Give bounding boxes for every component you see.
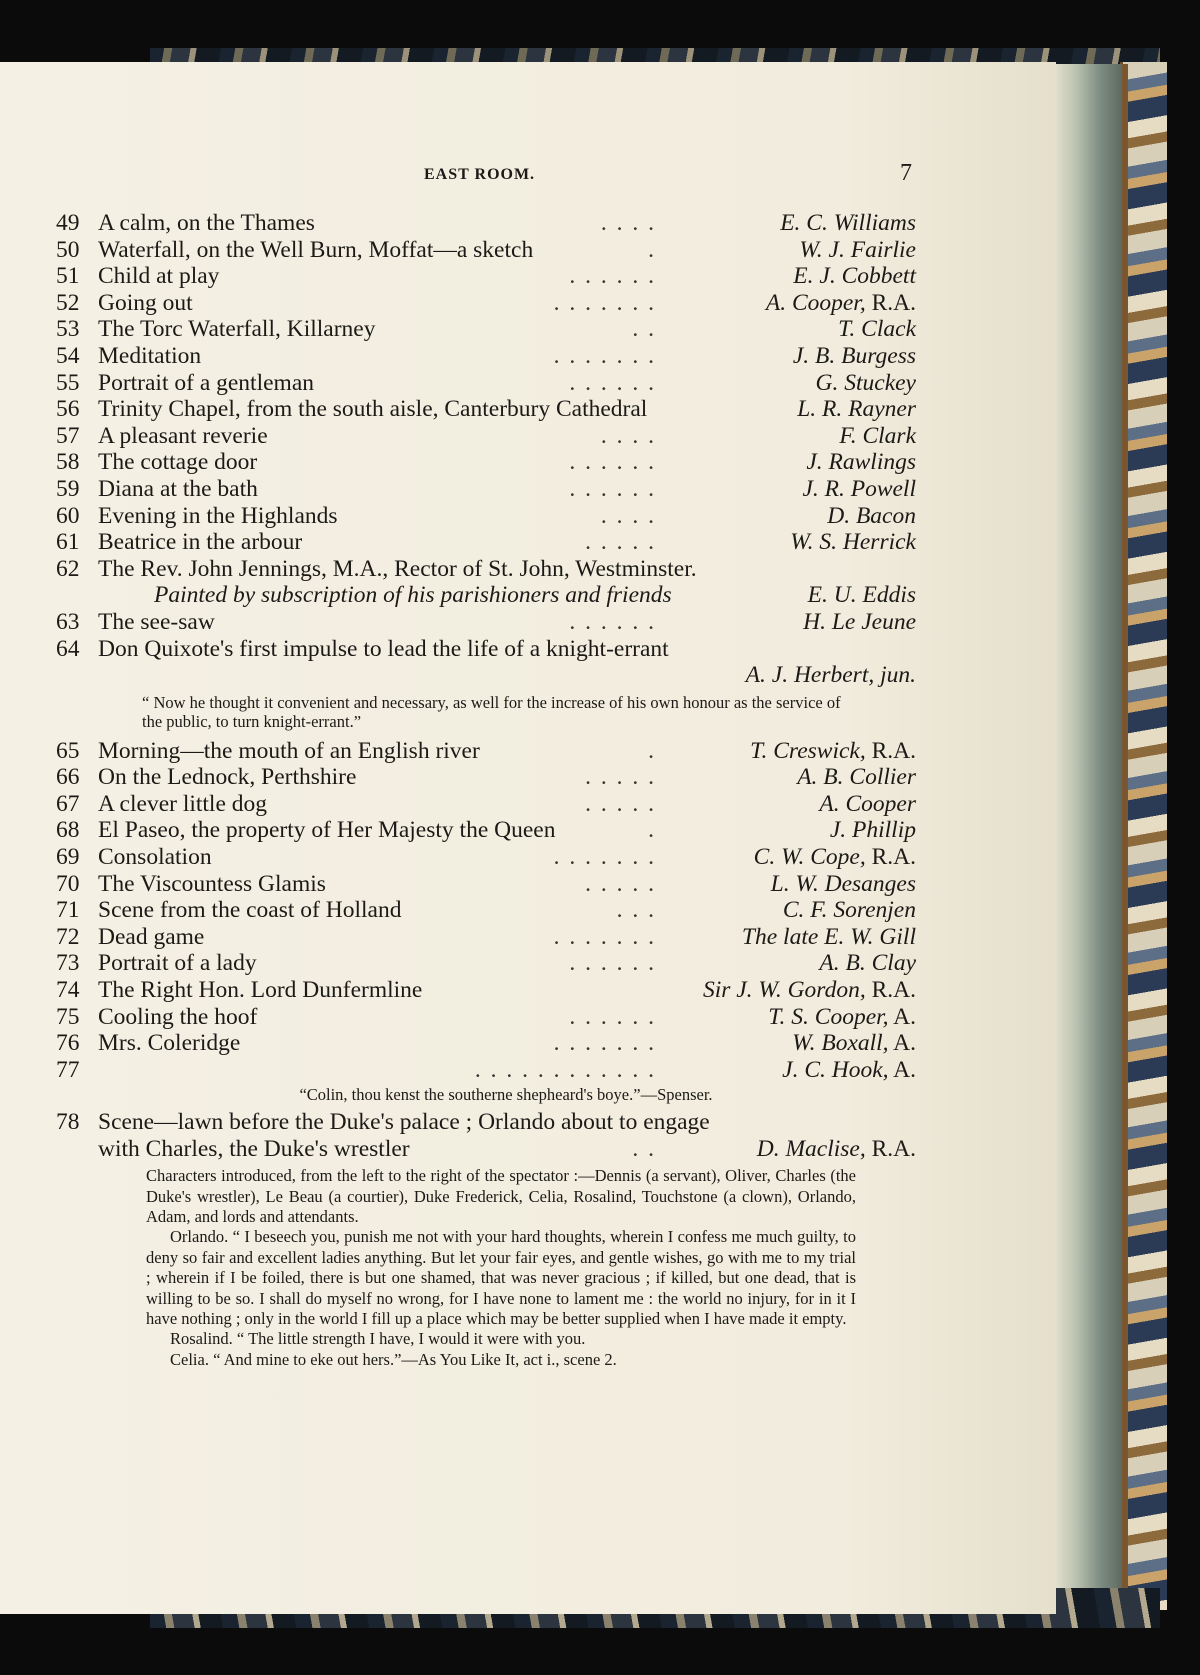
entries-list-2 <box>56 738 916 1084</box>
entry-title: The cottage door <box>98 449 258 476</box>
artist-suffix: R.A. <box>865 844 916 871</box>
entry-number: 75 <box>56 1003 80 1030</box>
entry-title: The Right Hon. Lord Dunfermline <box>98 977 423 1004</box>
catalogue-entry <box>56 1109 916 1136</box>
catalogue-entry <box>56 582 916 609</box>
entry-title: with Charles, the Duke's wrestler <box>98 1135 410 1162</box>
leader-dots: . . . <box>616 897 656 924</box>
entry-number: 55 <box>56 369 80 396</box>
entry-number: 52 <box>56 289 80 316</box>
entry-title: Trinity Chapel, from the south aisle, Canterbury Cathedral <box>98 396 648 423</box>
entry-title: Meditation <box>98 342 202 369</box>
entry-number: 63 <box>56 608 80 635</box>
catalogue-entry <box>56 977 916 1004</box>
entry-artist: E. J. Cobbett <box>793 263 916 290</box>
room-title: EAST ROOM. <box>424 166 536 183</box>
catalogue-entry <box>56 609 916 636</box>
catalogue-entry <box>56 423 916 450</box>
entry-artist: J. Phillip <box>829 817 916 844</box>
entry-artist: H. Le Jeune <box>803 608 916 635</box>
leader-dots: . . . . . . . <box>553 844 656 871</box>
description-78 <box>56 1166 916 1370</box>
artist-suffix: R.A. <box>865 1135 916 1162</box>
leader-dots: . . . . . . . <box>553 1030 656 1057</box>
catalogue-entry <box>56 1136 916 1163</box>
catalogue-page <box>0 62 1056 1614</box>
leader-dots: . . . . . <box>585 790 656 817</box>
entry-number: 72 <box>56 923 80 950</box>
catalogue-entry <box>56 396 916 423</box>
artist-suffix: R.A. <box>865 289 916 316</box>
page-edges <box>1052 64 1128 1604</box>
entry-title: The Rev. John Jennings, M.A., Rector of St. John, Westminster. <box>98 555 697 582</box>
catalogue-entries <box>56 210 916 1370</box>
catalogue-entry <box>56 871 916 898</box>
catalogue-entry <box>56 897 916 924</box>
quote-64: “ Now he thought it convenient and necessary, as well for the increase of his own honour as the service of the public, to turn knight-errant.” <box>142 692 841 732</box>
leader-dots: . . . . . . <box>569 475 656 502</box>
entry-number: 76 <box>56 1030 80 1057</box>
entry-title: Mrs. Coleridge <box>98 1030 241 1057</box>
catalogue-entry <box>56 343 916 370</box>
entries-list-1 <box>56 210 916 689</box>
entry-title: Evening in the Highlands <box>98 502 338 529</box>
leader-dots: . <box>648 236 656 263</box>
entry-artist: E. U. Eddis <box>807 582 916 609</box>
entry-artist: A. J. Herbert, jun. <box>745 662 916 689</box>
entry-number: 51 <box>56 263 80 290</box>
entry-title: A clever little dog <box>98 790 268 817</box>
catalogue-entry <box>56 210 916 237</box>
leader-dots: . . . . <box>600 422 656 449</box>
entry-title: Consolation <box>98 844 212 871</box>
leader-dots: . . . . . . <box>569 1003 656 1030</box>
entry-artist: W. Boxall, A. <box>792 1030 916 1057</box>
catalogue-entry <box>56 263 916 290</box>
leader-dots: . . <box>632 316 656 343</box>
entry-artist: Sir J. W. Gordon, R.A. <box>702 977 916 1004</box>
catalogue-entry <box>56 950 916 977</box>
entry-number: 65 <box>56 737 80 764</box>
catalogue-entry <box>56 1004 916 1031</box>
entry-number: 50 <box>56 236 80 263</box>
page-number: 7 <box>900 160 912 186</box>
entry-artist: A. Cooper, R.A. <box>765 289 916 316</box>
entry-title: Don Quixote's first impulse to lead the life of a knight-errant <box>98 635 669 662</box>
entry-number: 58 <box>56 449 80 476</box>
leader-dots: . . . . . <box>585 870 656 897</box>
entry-artist: L. R. Rayner <box>797 396 916 423</box>
entry-artist: J. R. Powell <box>802 475 916 502</box>
catalogue-entry <box>56 1030 916 1057</box>
artist-suffix: R.A. <box>865 977 916 1004</box>
entry-artist: J. C. Hook, A. <box>782 1056 916 1083</box>
leader-dots: . . . . <box>600 502 656 529</box>
entry-artist: C. F. Sorenjen <box>782 897 916 924</box>
entry-title: Child at play <box>98 263 220 290</box>
catalogue-entry <box>56 764 916 791</box>
leader-dots: . . . . . . <box>569 950 656 977</box>
leader-dots: . . . . . . <box>569 449 656 476</box>
entry-number: 49 <box>56 210 80 236</box>
catalogue-entry <box>56 237 916 264</box>
entry-artist: T. Creswick, R.A. <box>750 737 916 764</box>
leader-dots: . . . . . . . <box>553 289 656 316</box>
artist-suffix: A. <box>888 1030 916 1057</box>
entry-title: On the Lednock, Perthshire <box>98 764 357 791</box>
catalogue-entry <box>56 370 916 397</box>
leader-dots: . . . . . . . <box>553 342 656 369</box>
entry-number: 70 <box>56 870 80 897</box>
entry-number: 64 <box>56 635 80 662</box>
catalogue-entry <box>56 817 916 844</box>
entry-number: 61 <box>56 529 80 556</box>
entry-number: 59 <box>56 475 80 502</box>
entry-title: Going out <box>98 289 193 316</box>
leader-dots: . . . . . <box>585 764 656 791</box>
entry-title: El Paseo, the property of Her Majesty the Queen <box>98 817 556 844</box>
leader-dots: . . . . <box>600 210 656 236</box>
entry-number: 69 <box>56 844 80 871</box>
entry-title: The see-saw <box>98 608 215 635</box>
entry-number: 54 <box>56 342 80 369</box>
entry-number: 77 <box>56 1056 80 1083</box>
artist-suffix: A. <box>888 1003 916 1030</box>
catalogue-entry <box>56 636 916 663</box>
entry-title: Painted by subscription of his parishioners and friends <box>154 582 672 609</box>
entry-title: Scene from the coast of Holland <box>98 897 402 924</box>
entry-number: 66 <box>56 764 80 791</box>
entry-title: Portrait of a gentleman <box>98 369 314 396</box>
entry-number: 71 <box>56 897 80 924</box>
entry-artist: D. Maclise, R.A. <box>756 1135 916 1162</box>
catalogue-entry <box>56 924 916 951</box>
entry-number: 74 <box>56 977 80 1004</box>
entry-number: 53 <box>56 316 80 343</box>
entry-artist: A. B. Clay <box>819 950 916 977</box>
leader-dots: . . <box>632 1135 656 1162</box>
entry-artist: T. S. Cooper, A. <box>768 1003 916 1030</box>
artist-suffix: R.A. <box>865 737 916 764</box>
entry-number: 62 <box>56 555 80 582</box>
entry-artist: A. Cooper <box>819 790 916 817</box>
catalogue-entry <box>56 290 916 317</box>
entry-title: The Torc Waterfall, Killarney <box>98 316 376 343</box>
leader-dots: . . . . . . <box>569 263 656 290</box>
characters-text: Characters introduced, from the left to the right of the spectator :—Dennis (a servant), Oliver, Charles (the Duke's wrestler), Le Beau (a courtier), Duke Frederick, Celia, Rosalind, Touchstone (a clown), Orlando, Adam, and lords and attendants. <box>146 1166 856 1226</box>
entry-title: Scene—lawn before the Duke's palace ; Orlando about to engage <box>98 1108 710 1135</box>
entry-artist: J. B. Burgess <box>792 342 916 369</box>
leader-dots: . . . . . <box>585 529 656 556</box>
entry-artist: C. W. Cope, R.A. <box>753 844 916 871</box>
entry-artist: T. Clack <box>838 316 916 343</box>
entry-title: Cooling the hoof <box>98 1003 258 1030</box>
catalogue-entry <box>56 529 916 556</box>
entry-artist: G. Stuckey <box>815 369 916 396</box>
entry-artist: W. S. Herrick <box>790 529 916 556</box>
entry-number: 60 <box>56 502 80 529</box>
catalogue-entry <box>56 791 916 818</box>
entry-number: 56 <box>56 396 80 423</box>
entry-number: 68 <box>56 817 80 844</box>
leader-dots: . . . . . . . . . . . . <box>474 1056 656 1083</box>
leader-dots: . . . . . . <box>569 608 656 635</box>
entry-artist: W. J. Fairlie <box>799 236 916 263</box>
entry-number: 73 <box>56 950 80 977</box>
catalogue-entry <box>56 449 916 476</box>
entry-artist: L. W. Desanges <box>770 870 916 897</box>
entry-title: Beatrice in the arbour <box>98 529 303 556</box>
catalogue-entry <box>56 1057 916 1084</box>
entry-title: Diana at the bath <box>98 475 258 502</box>
catalogue-entry <box>56 844 916 871</box>
catalogue-entry <box>56 476 916 503</box>
catalogue-entry <box>56 662 916 689</box>
entry-title: A calm, on the Thames <box>98 210 315 236</box>
entry-number: 67 <box>56 790 80 817</box>
entries-list-3 <box>56 1109 916 1162</box>
quote-77: “Colin, thou kenst the southerne shepheard's boye.”—Spenser. <box>299 1085 713 1105</box>
leader-dots: . <box>648 737 656 764</box>
orlando-speech: Orlando. “ I beseech you, punish me not with your hard thoughts, wherein I confess me much guilty, to deny so fair and excellent ladies anything. But let your fair eyes, and gentle wishes, go with me to my trial ; wherein if I be foiled, there is but one shamed, that was never gracious ; if killed, but one dead, that is willing to be so. I shall do myself no wrong, for I have none to lament me : the world no injury, for in it I have nothing ; only in the world I fill up a place which may be better supplied when I have made it empty. <box>146 1227 856 1328</box>
leader-dots: . <box>648 817 656 844</box>
entry-title: Morning—the mouth of an English river <box>98 737 480 764</box>
celia-speech: Celia. “ And mine to eke out hers.”—As You Like It, act i., scene 2. <box>170 1349 617 1369</box>
entry-title: Waterfall, on the Well Burn, Moffat—a sketch <box>98 236 534 263</box>
entry-artist: F. Clark <box>839 422 916 449</box>
rosalind-speech: Rosalind. “ The little strength I have, I would it were with you. <box>170 1329 586 1349</box>
entry-artist: E. C. Williams <box>780 210 916 236</box>
entry-artist: J. Rawlings <box>806 449 916 476</box>
entry-artist: D. Bacon <box>827 502 916 529</box>
catalogue-entry <box>56 556 916 583</box>
page-header <box>0 160 1056 194</box>
entry-title: Dead game <box>98 923 205 950</box>
entry-number: 57 <box>56 422 80 449</box>
entry-number: 78 <box>56 1108 80 1135</box>
entry-artist: A. B. Collier <box>797 764 916 791</box>
entry-title: The Viscountess Glamis <box>98 870 326 897</box>
leader-dots: . . . . . . . <box>553 923 656 950</box>
entry-artist: The late E. W. Gill <box>741 923 916 950</box>
catalogue-entry <box>56 738 916 765</box>
artist-suffix: A. <box>888 1056 916 1083</box>
entry-title: Portrait of a lady <box>98 950 257 977</box>
catalogue-entry <box>56 316 916 343</box>
leader-dots: . . . . . . <box>569 369 656 396</box>
entry-title: A pleasant reverie <box>98 422 268 449</box>
catalogue-entry <box>56 503 916 530</box>
